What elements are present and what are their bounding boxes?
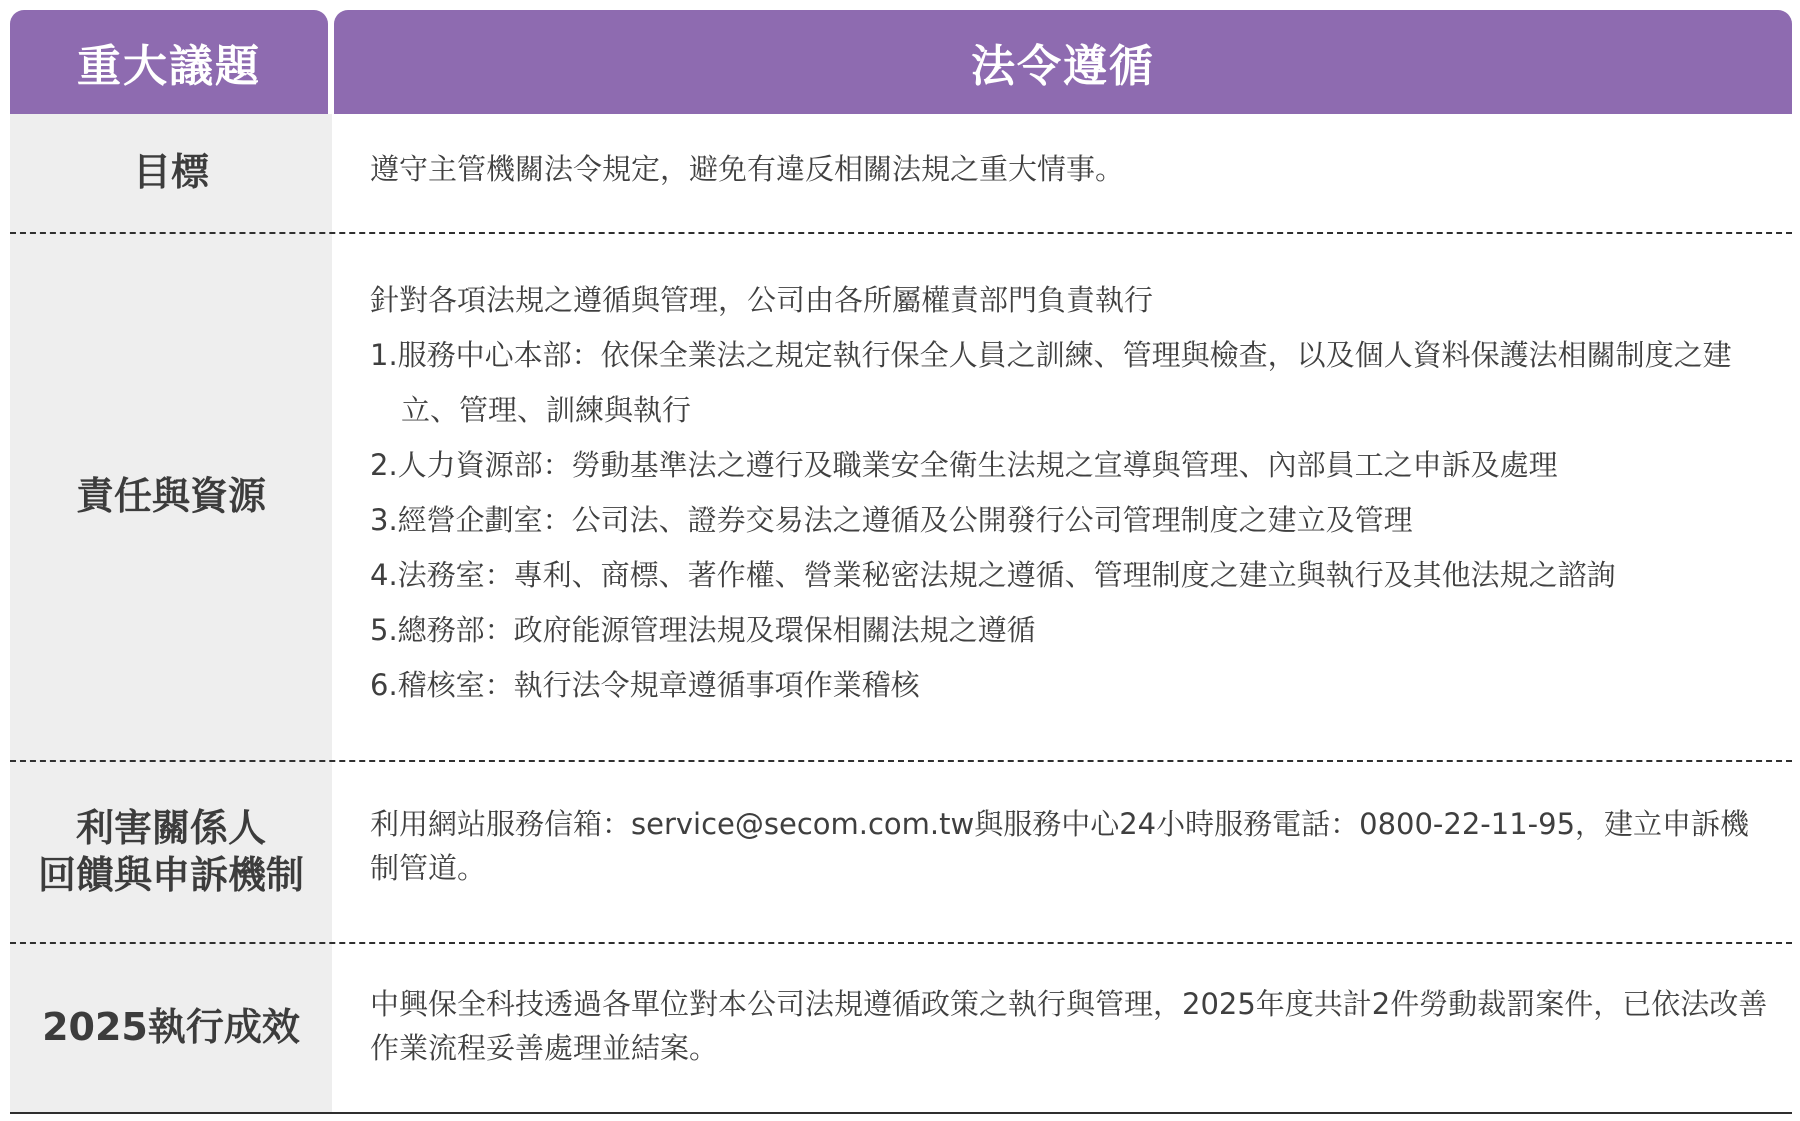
objective-text: 遵守主管機關法令規定，避免有違反相關法規之重大情事。: [370, 152, 1125, 186]
duty-item: 1.服務中心本部：依保全業法之規定執行保全人員之訓練、管理與檢查，以及個人資料保護法相關制度之建立、管理、訓練與執行: [370, 338, 1732, 427]
responsibility-content: [370, 273, 1770, 713]
compliance-table: [10, 10, 1792, 1114]
stakeholder-text: 利用網站服務信箱：service@secom.com.tw與服務中心24小時服務電話：0800-22-11-95，建立申訴機制管道。: [370, 807, 1750, 885]
duty-item: 2.人力資源部：勞動基準法之遵行及職業安全衛生法規之宣導與管理、內部員工之申訴及處理: [370, 448, 1558, 482]
table-bottom-border: [10, 1112, 1792, 1114]
header-topic: 重大議題: [10, 10, 328, 114]
performance-text: 中興保全科技透過各單位對本公司法規遵循政策之執行與管理，2025年度共計2件勞動裁罰案件，已依法改善作業流程妥善處理並結案。: [370, 987, 1768, 1065]
duty-item: 6.稽核室：執行法令規章遵循事項作業稽核: [370, 668, 920, 702]
duty-item: 3.經營企劃室：公司法、證券交易法之遵循及公開發行公司管理制度之建立及管理: [370, 503, 1413, 537]
stakeholder-label-line1: 利害關係人: [75, 805, 266, 850]
responsibility-label: 責任與資源: [75, 474, 266, 519]
duty-item: 5.總務部：政府能源管理法規及環保相關法規之遵循: [370, 613, 1036, 647]
duty-item: 4.法務室：專利、商標、著作權、營業秘密法規之遵循、管理制度之建立與執行及其他法規之諮詢: [370, 558, 1616, 592]
header-issue-title: 法令遵循: [334, 10, 1792, 114]
responsibility-intro: 針對各項法規之遵循與管理，公司由各所屬權責部門負責執行: [370, 283, 1154, 317]
stakeholder-label: [10, 762, 332, 942]
stakeholder-label-line2: 回饋與申訴機制: [37, 853, 304, 897]
performance-label: 2025執行成效: [42, 1005, 300, 1050]
objective-label: 目標: [132, 150, 209, 195]
